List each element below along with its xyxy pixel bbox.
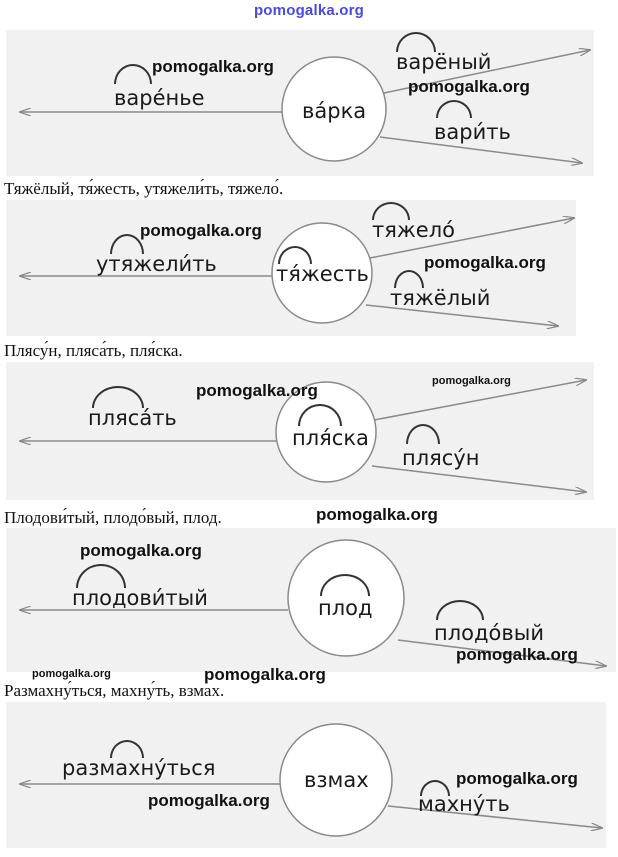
word-right-bottom: вари́ть	[434, 120, 511, 144]
watermark: pomogalka.org	[196, 381, 318, 400]
word-center: тя́жесть	[276, 262, 369, 286]
site-header-watermark: pomogalka.org	[253, 2, 365, 19]
word-right-bottom: махну́ть	[418, 792, 510, 816]
watermark: pomogalka.org	[152, 57, 274, 76]
watermark: pomogalka.org	[32, 668, 111, 680]
word-right-top: варёный	[396, 50, 492, 74]
watermark: pomogalka.org	[432, 375, 511, 387]
word-right-bottom: тяжёлый	[390, 286, 491, 310]
word-family-diagram-3	[6, 362, 594, 500]
word-right-bottom: плодо́вый	[434, 621, 544, 645]
watermark: pomogalka.org	[148, 791, 270, 810]
caption-5: Размахну́ться, махну́ть, взмах.	[4, 681, 225, 700]
word-family-diagram-2	[6, 200, 576, 336]
word-center: взмах	[304, 768, 369, 792]
word-left: пляса́ть	[88, 406, 177, 430]
watermark: pomogalka.org	[456, 769, 578, 788]
watermark: pomogalka.org	[204, 665, 326, 684]
word-right-top: тяжело́	[372, 218, 455, 242]
word-family-diagram-5	[6, 702, 606, 848]
watermark: pomogalka.org	[408, 77, 530, 96]
watermark: pomogalka.org	[80, 541, 202, 560]
diagram-lines	[6, 30, 594, 176]
caption-3: Плясу́н, пляса́ть, пля́ска.	[4, 341, 183, 360]
word-center: ва́рка	[302, 99, 367, 123]
watermark: pomogalka.org	[456, 645, 578, 664]
word-left: плодови́тый	[72, 586, 208, 610]
word-left: размахну́ться	[62, 756, 216, 780]
watermark: pomogalka.org	[424, 253, 546, 272]
caption-watermark: pomogalka.org	[316, 505, 438, 524]
word-left: варе́нье	[114, 86, 205, 110]
word-left: утяжели́ть	[96, 252, 217, 276]
word-family-diagram-4	[6, 528, 616, 684]
word-center: плод	[318, 596, 373, 620]
word-family-diagram-1	[6, 30, 594, 176]
word-right-bottom: плясу́н	[402, 446, 480, 470]
caption-4: Плодови́тый, плодо́вый, плод.	[4, 508, 222, 527]
word-center: пля́ска	[292, 426, 369, 450]
watermark: pomogalka.org	[140, 221, 262, 240]
caption-2: Тяжёлый, тя́жесть, утяжели́ть, тяжело́.	[4, 179, 284, 198]
